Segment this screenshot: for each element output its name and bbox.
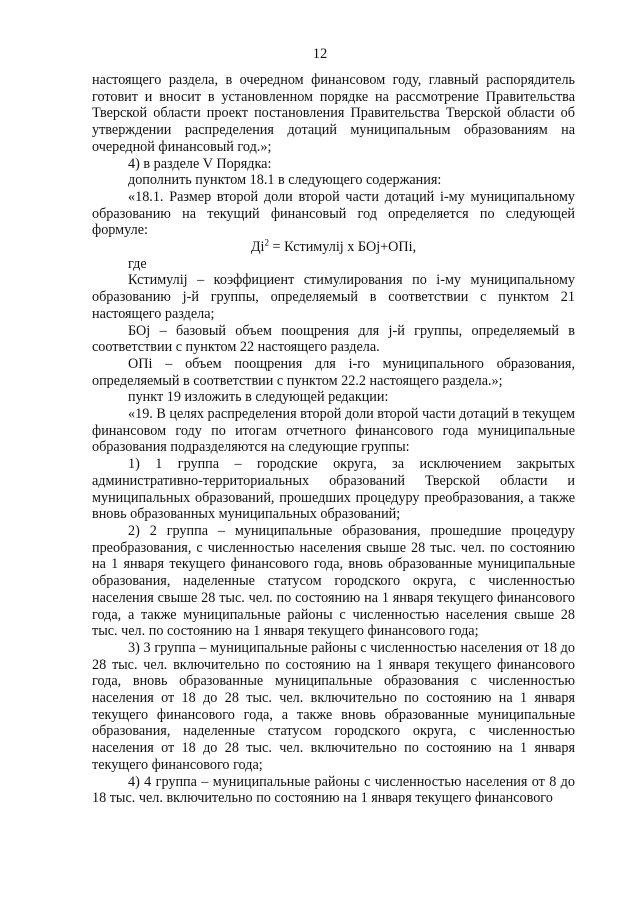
paragraph-19: «19. В целях распределения второй доли второй части дотаций в текущем финансовом году по итогам отчетного финансового года муниципальные образования подразделяются на следующие группы: bbox=[92, 406, 575, 456]
paragraph-boj: БОj – базовый объем поощрения для j-й группы, определяемый в соответствии с пунктом 22 настоящего раздела. bbox=[92, 322, 575, 356]
formula-lhs: Дi bbox=[250, 239, 265, 256]
document-body bbox=[92, 72, 575, 807]
paragraph-18-1: «18.1. Размер второй доли второй части дотаций i-му муниципальному образованию на текущий финансовый год определяется по следующей формуле: bbox=[92, 188, 575, 239]
paragraph-item-4: 4) в разделе V Порядка: bbox=[128, 155, 272, 172]
paragraph-group-2: 2) 2 группа – муниципальные образования, прошедшие процедуру преобразования, с численностью населения свыше 28 тыс. чел. по состоянию на 1 января текущего финансового года, вновь образованные муниципальные образования, наделенные статусом городского округа, с численностью населения свыше 28 тыс. чел. по состоянию на 1 января текущего финансового года, а также муниципальные районы с численностью населения свыше 28 тыс. чел. по состоянию на 1 января текущего финансового года; bbox=[92, 522, 575, 640]
paragraph-group-4: 4) 4 группа – муниципальные районы с численностью населения от 8 до 18 тыс. чел. включительно по состоянию на 1 января текущего финансового bbox=[92, 773, 575, 807]
formula-rhs: = Кстимулij х БОj+ОПi, bbox=[269, 239, 417, 256]
paragraph-item-19-intro: пункт 19 изложить в следующей редакции: bbox=[128, 389, 389, 406]
paragraph-group-3: 3) 3 группа – муниципальные районы с численностью населения от 18 до 28 тыс. чел. включительно по состоянию на 1 января текущего финансового года, вновь образованные муниципальные образования с численностью населения от 18 до 28 тыс. чел. включительно по состоянию на 1 января текущего финансового года, а также вновь образованные муниципальные образования, наделенные статусом городского округа, с численностью населения от 18 до 28 тыс. чел. включительно по состоянию на 1 января текущего финансового года; bbox=[92, 639, 575, 773]
formula-superscript: 2 bbox=[264, 237, 269, 248]
formula bbox=[92, 239, 575, 256]
paragraph-section-end: настоящего раздела, в очередном финансовом году, главный распорядитель готовит и вносит в установленном порядке на рассмотрение Правительства Тверской области проект постановления Правительства Тверской области об утверждении распределения дотаций муниципальным образованиям на очередной финансовый год.»; bbox=[92, 72, 575, 155]
paragraph-add-18-1: дополнить пунктом 18.1 в следующего содержания: bbox=[128, 172, 442, 189]
paragraph-kstimul: Кстимулij – коэффициент стимулирования по i-му муниципальному образованию j-й группы, определяемый в соответствии с пунктом 21 настоящего раздела; bbox=[92, 272, 575, 322]
paragraph-where: где bbox=[128, 255, 147, 272]
page-number: 12 bbox=[312, 46, 328, 62]
paragraph-opi: ОПi – объем поощрения для i-го муниципального образования, определяемый в соответствии с пунктом 22.2 настоящего раздела.»; bbox=[92, 355, 575, 389]
paragraph-group-1: 1) 1 группа – городские округа, за исключением закрытых административно-территориальных образований Тверской области и муниципальных образований, прошедших процедуру преобразования, а также вновь образованных муниципальных образований; bbox=[92, 456, 575, 523]
